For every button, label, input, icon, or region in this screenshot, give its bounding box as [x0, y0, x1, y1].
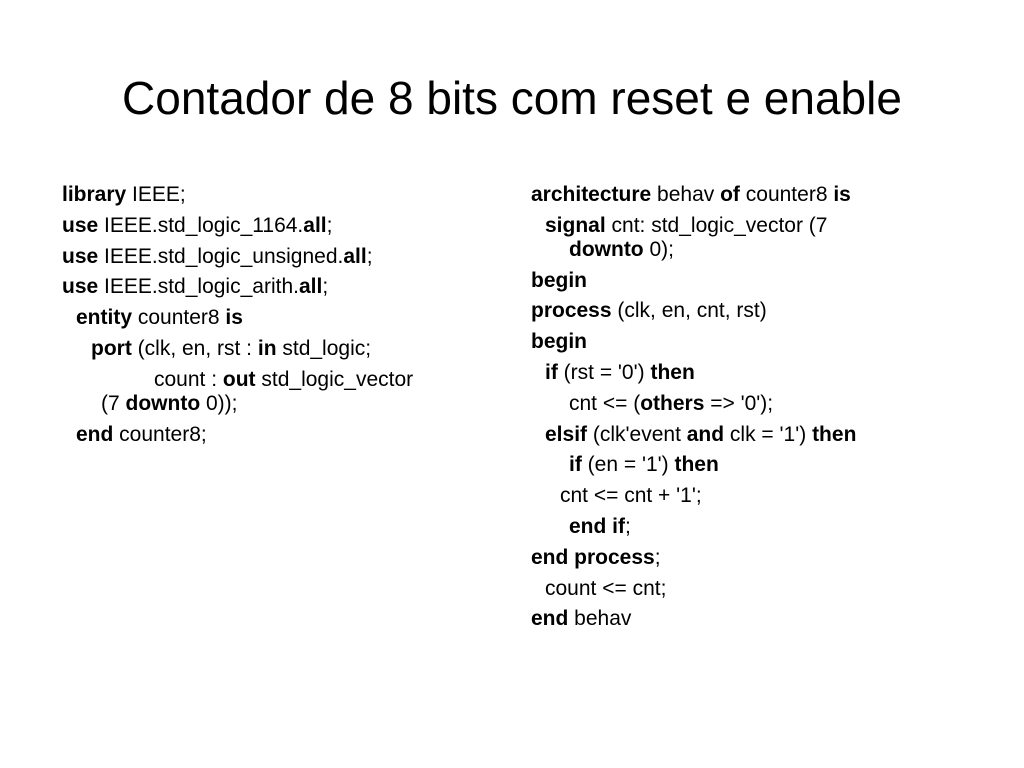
code-keyword: end if	[569, 514, 625, 538]
code-text: (en = '1')	[581, 453, 675, 477]
code-text: (clk, en, rst :	[131, 336, 258, 360]
code-text: behav	[651, 183, 721, 206]
code-keyword: elsif	[545, 422, 588, 446]
code-text: cnt <= cnt + '1';	[560, 484, 702, 508]
code-text: cnt: std_logic_vector (7	[605, 213, 828, 237]
code-line	[62, 303, 502, 334]
code-line	[531, 420, 971, 451]
code-keyword: and	[686, 422, 725, 446]
code-line	[531, 358, 971, 389]
code-line	[62, 242, 502, 273]
code-keyword: is	[833, 183, 851, 206]
code-text: ;	[326, 213, 333, 237]
code-line	[62, 272, 502, 303]
code-keyword: end process	[531, 545, 655, 569]
code-keyword: end	[76, 422, 114, 446]
code-text: counter8;	[113, 422, 207, 446]
code-text: count <= cnt;	[545, 576, 667, 600]
code-keyword: begin	[531, 268, 587, 292]
code-keyword: begin	[531, 330, 587, 354]
code-keyword: use	[62, 244, 99, 268]
code-line	[62, 420, 502, 451]
code-keyword: all	[303, 213, 327, 237]
code-line	[531, 512, 971, 543]
code-line	[531, 296, 971, 327]
code-keyword: library	[62, 183, 127, 206]
code-keyword: all	[298, 275, 323, 299]
code-keyword: signal	[545, 213, 606, 237]
code-line	[62, 211, 502, 242]
code-text: ;	[366, 244, 373, 268]
code-text: IEEE.std_logic_1164.	[98, 213, 304, 237]
code-text: IEEE.std_logic_unsigned.	[98, 244, 344, 268]
code-keyword: in	[257, 336, 277, 360]
code-keyword: then	[674, 453, 719, 477]
code-keyword: if	[569, 453, 582, 477]
code-line	[62, 180, 502, 211]
code-line	[62, 365, 502, 389]
code-keyword: downto	[125, 391, 201, 415]
code-text: => '0');	[704, 391, 774, 415]
code-keyword: then	[650, 360, 695, 384]
code-keyword: out	[222, 367, 256, 391]
architecture-code-block	[531, 180, 971, 635]
code-keyword: entity	[76, 306, 133, 330]
code-keyword: then	[812, 422, 857, 446]
code-text: count :	[154, 367, 223, 391]
code-line	[62, 334, 502, 365]
code-text: (rst = '0')	[557, 360, 651, 384]
code-text: cnt <= (	[569, 391, 641, 415]
code-text: (clk'event	[587, 422, 687, 446]
code-line	[531, 327, 971, 358]
code-line	[531, 211, 971, 235]
code-keyword: of	[720, 183, 740, 206]
code-keyword: is	[225, 306, 243, 330]
code-keyword: if	[545, 360, 558, 384]
code-text: behav	[568, 607, 632, 631]
code-keyword: others	[640, 391, 705, 415]
code-line	[531, 481, 971, 512]
code-line	[531, 604, 971, 635]
code-keyword: architecture	[531, 183, 652, 206]
code-text: (clk, en, cnt, rst)	[611, 299, 767, 323]
code-line	[531, 450, 971, 481]
code-line	[531, 543, 971, 574]
code-keyword: use	[62, 275, 99, 299]
code-text: 0));	[200, 391, 238, 415]
code-text: counter8	[739, 183, 834, 206]
code-line	[62, 389, 502, 420]
code-line	[531, 574, 971, 605]
code-text: std_logic_vector	[255, 367, 414, 391]
code-keyword: downto	[569, 237, 644, 261]
code-line	[531, 266, 971, 297]
code-keyword: use	[62, 213, 99, 237]
code-line	[531, 235, 971, 266]
code-text: ;	[654, 545, 661, 569]
code-text: 0);	[643, 237, 674, 261]
slide-title: Contador de 8 bits com reset e enable	[122, 72, 902, 124]
code-keyword: end	[531, 607, 569, 631]
code-line	[531, 389, 971, 420]
code-text: counter8	[132, 306, 226, 330]
code-text: ;	[322, 275, 329, 299]
code-keyword: all	[343, 244, 367, 268]
code-text: std_logic;	[276, 336, 372, 360]
code-text: IEEE.std_logic_arith.	[98, 275, 299, 299]
code-keyword: process	[531, 299, 612, 323]
code-keyword: port	[91, 336, 132, 360]
entity-code-block	[62, 180, 502, 450]
code-text: IEEE;	[126, 183, 186, 206]
code-text: (7	[101, 391, 126, 415]
code-text: ;	[625, 514, 631, 538]
code-text: clk = '1')	[724, 422, 813, 446]
code-line	[531, 180, 971, 211]
